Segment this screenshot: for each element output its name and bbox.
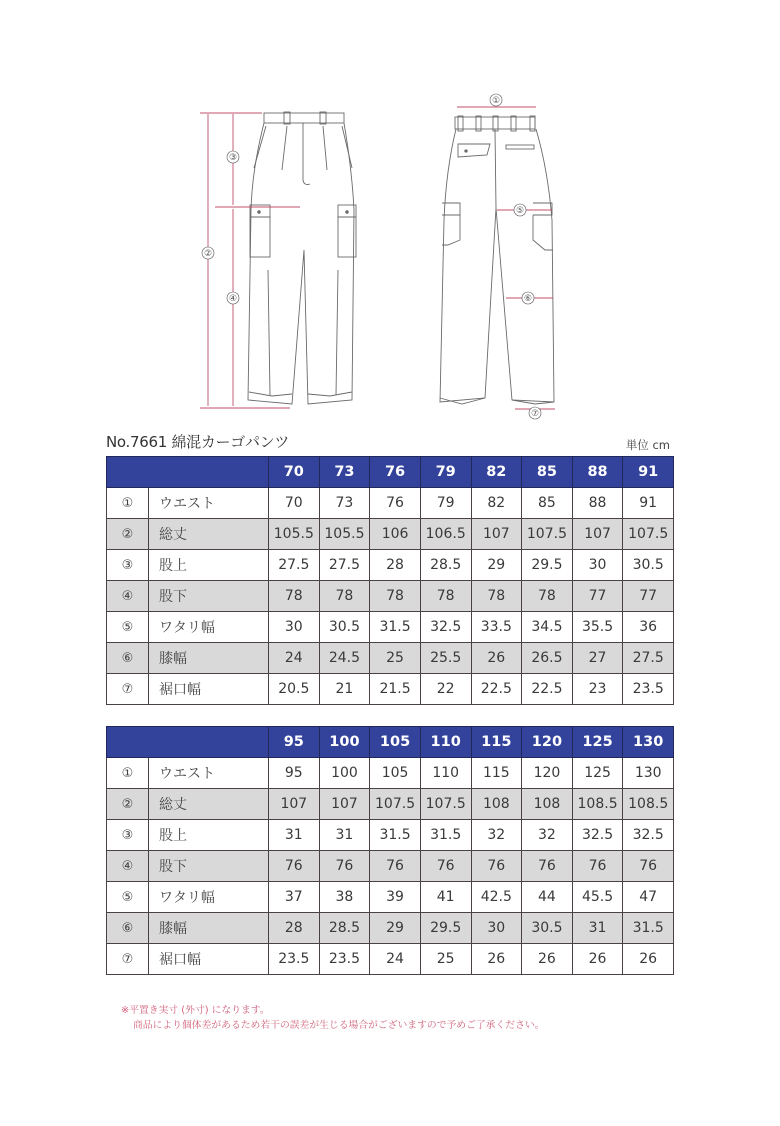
row-label: ウエスト xyxy=(149,488,269,519)
table-cell: 23.5 xyxy=(319,944,370,975)
row-number: ② xyxy=(107,519,149,550)
table-cell: 31.5 xyxy=(623,913,674,944)
header-blank xyxy=(107,457,269,488)
table-cell: 27.5 xyxy=(269,550,320,581)
row-number: ③ xyxy=(107,820,149,851)
table-cell: 76 xyxy=(370,851,421,882)
measure-label-6: ⑥ xyxy=(523,294,533,304)
table-cell: 35.5 xyxy=(572,612,623,643)
product-title: No.7661 綿混カーゴパンツ xyxy=(106,433,290,451)
table-cell: 24 xyxy=(269,643,320,674)
table-cell: 31 xyxy=(319,820,370,851)
table-cell: 24.5 xyxy=(319,643,370,674)
table-cell: 30 xyxy=(471,913,522,944)
table-cell: 107.5 xyxy=(522,519,573,550)
table-row xyxy=(107,674,674,705)
table-cell: 29 xyxy=(370,913,421,944)
row-label: 股上 xyxy=(149,820,269,851)
row-label: ウエスト xyxy=(149,758,269,789)
size-col: 105 xyxy=(370,727,421,758)
table-row xyxy=(107,519,674,550)
table-cell: 30 xyxy=(269,612,320,643)
table-cell: 32 xyxy=(522,820,573,851)
measure-label-7: ⑦ xyxy=(530,409,540,419)
table-cell: 26 xyxy=(471,643,522,674)
table-cell: 41 xyxy=(420,882,471,913)
table-cell: 27.5 xyxy=(319,550,370,581)
table-cell: 70 xyxy=(269,488,320,519)
row-label: 総丈 xyxy=(149,789,269,820)
size-col: 110 xyxy=(420,727,471,758)
table-cell: 105 xyxy=(370,758,421,789)
table-cell: 105.5 xyxy=(319,519,370,550)
row-label: 股下 xyxy=(149,851,269,882)
table-cell: 115 xyxy=(471,758,522,789)
row-number: ② xyxy=(107,789,149,820)
footnote-line-1: ※平置き実寸 (外寸) になります。 xyxy=(121,1005,270,1016)
table-cell: 78 xyxy=(370,581,421,612)
row-label: ワタリ幅 xyxy=(149,882,269,913)
table-cell: 26 xyxy=(522,944,573,975)
measure-label-5: ⑤ xyxy=(515,206,525,216)
table-cell: 107 xyxy=(269,789,320,820)
table-cell: 26 xyxy=(471,944,522,975)
table-cell: 76 xyxy=(269,851,320,882)
table2-body xyxy=(107,758,674,975)
table-cell: 28.5 xyxy=(319,913,370,944)
table-cell: 76 xyxy=(522,851,573,882)
row-number: ⑥ xyxy=(107,913,149,944)
table-cell: 36 xyxy=(623,612,674,643)
table-cell: 107 xyxy=(319,789,370,820)
size-col: 125 xyxy=(572,727,623,758)
table-cell: 28.5 xyxy=(420,550,471,581)
table-cell: 25 xyxy=(420,944,471,975)
table-cell: 26 xyxy=(572,944,623,975)
table-cell: 29.5 xyxy=(420,913,471,944)
table-cell: 23.5 xyxy=(269,944,320,975)
table-cell: 120 xyxy=(522,758,573,789)
size-col: 88 xyxy=(572,457,623,488)
row-label: 総丈 xyxy=(149,519,269,550)
table-row xyxy=(107,550,674,581)
table-cell: 38 xyxy=(319,882,370,913)
table-cell: 25.5 xyxy=(420,643,471,674)
table-cell: 108 xyxy=(471,789,522,820)
unit-label: 単位 cm xyxy=(625,438,670,452)
table-cell: 20.5 xyxy=(269,674,320,705)
size-col: 73 xyxy=(319,457,370,488)
size-col: 95 xyxy=(269,727,320,758)
size-header-row xyxy=(107,457,674,488)
table-cell: 31.5 xyxy=(370,820,421,851)
table-row xyxy=(107,488,674,519)
row-label: 裾口幅 xyxy=(149,674,269,705)
size-col: 100 xyxy=(319,727,370,758)
row-number: ④ xyxy=(107,851,149,882)
size-col: 82 xyxy=(471,457,522,488)
row-number: ⑥ xyxy=(107,643,149,674)
table-cell: 78 xyxy=(471,581,522,612)
table-cell: 107.5 xyxy=(623,519,674,550)
row-number: ④ xyxy=(107,581,149,612)
table-cell: 26 xyxy=(623,944,674,975)
table-cell: 106.5 xyxy=(420,519,471,550)
table-row xyxy=(107,882,674,913)
table-cell: 45.5 xyxy=(572,882,623,913)
table-row xyxy=(107,643,674,674)
table-cell: 33.5 xyxy=(471,612,522,643)
table-row xyxy=(107,758,674,789)
table-cell: 42.5 xyxy=(471,882,522,913)
table-cell: 76 xyxy=(319,851,370,882)
table-cell: 76 xyxy=(572,851,623,882)
table-cell: 27.5 xyxy=(623,643,674,674)
table-cell: 130 xyxy=(623,758,674,789)
size-col: 130 xyxy=(623,727,674,758)
row-label: 股下 xyxy=(149,581,269,612)
row-label: 裾口幅 xyxy=(149,944,269,975)
table-cell: 107.5 xyxy=(420,789,471,820)
table-cell: 110 xyxy=(420,758,471,789)
row-label: 膝幅 xyxy=(149,913,269,944)
table-cell: 23.5 xyxy=(623,674,674,705)
table-row xyxy=(107,913,674,944)
table-cell: 26.5 xyxy=(522,643,573,674)
table-cell: 30 xyxy=(572,550,623,581)
table-cell: 22 xyxy=(420,674,471,705)
table-cell: 23 xyxy=(572,674,623,705)
table-cell: 32.5 xyxy=(623,820,674,851)
table-cell: 21.5 xyxy=(370,674,421,705)
measure-label-4: ④ xyxy=(228,294,238,304)
size-col: 115 xyxy=(471,727,522,758)
measure-label-3: ③ xyxy=(228,153,238,163)
size-col: 76 xyxy=(370,457,421,488)
table-cell: 78 xyxy=(420,581,471,612)
table-cell: 76 xyxy=(420,851,471,882)
table-cell: 31.5 xyxy=(370,612,421,643)
table-cell: 108.5 xyxy=(572,789,623,820)
table-cell: 78 xyxy=(522,581,573,612)
measure-label-2: ② xyxy=(203,249,213,259)
table-cell: 76 xyxy=(370,488,421,519)
header-blank xyxy=(107,727,269,758)
size-col: 85 xyxy=(522,457,573,488)
size-col: 70 xyxy=(269,457,320,488)
table-cell: 39 xyxy=(370,882,421,913)
table-cell: 32.5 xyxy=(572,820,623,851)
row-number: ⑦ xyxy=(107,944,149,975)
row-number: ⑤ xyxy=(107,612,149,643)
table-cell: 34.5 xyxy=(522,612,573,643)
table-cell: 29.5 xyxy=(522,550,573,581)
table-cell: 37 xyxy=(269,882,320,913)
table-cell: 21 xyxy=(319,674,370,705)
table-cell: 30.5 xyxy=(623,550,674,581)
row-label: 股上 xyxy=(149,550,269,581)
measure-label-1: ① xyxy=(491,96,501,106)
table-cell: 82 xyxy=(471,488,522,519)
back-pants-drawing xyxy=(440,116,554,404)
table-cell: 30.5 xyxy=(522,913,573,944)
table-cell: 79 xyxy=(420,488,471,519)
table-cell: 78 xyxy=(269,581,320,612)
table-row xyxy=(107,612,674,643)
row-number: ③ xyxy=(107,550,149,581)
front-pants-drawing xyxy=(248,112,356,404)
back-measure-lines xyxy=(457,107,555,409)
table-row xyxy=(107,820,674,851)
table-cell: 100 xyxy=(319,758,370,789)
table-cell: 78 xyxy=(319,581,370,612)
table-cell: 31 xyxy=(572,913,623,944)
table-cell: 31 xyxy=(269,820,320,851)
table1-body xyxy=(107,488,674,705)
table-cell: 24 xyxy=(370,944,421,975)
table-cell: 31.5 xyxy=(420,820,471,851)
table-cell: 27 xyxy=(572,643,623,674)
table-cell: 25 xyxy=(370,643,421,674)
pants-diagram xyxy=(0,0,780,430)
table-cell: 107.5 xyxy=(370,789,421,820)
table-cell: 28 xyxy=(370,550,421,581)
table-cell: 76 xyxy=(471,851,522,882)
table-cell: 106 xyxy=(370,519,421,550)
table-cell: 95 xyxy=(269,758,320,789)
table-cell: 77 xyxy=(572,581,623,612)
table-row xyxy=(107,789,674,820)
size-col: 79 xyxy=(420,457,471,488)
table-cell: 32.5 xyxy=(420,612,471,643)
row-label: 膝幅 xyxy=(149,643,269,674)
footnote xyxy=(121,1003,544,1033)
size-col: 91 xyxy=(623,457,674,488)
size-col: 120 xyxy=(522,727,573,758)
row-label: ワタリ幅 xyxy=(149,612,269,643)
row-number: ⑤ xyxy=(107,882,149,913)
table-cell: 108 xyxy=(522,789,573,820)
table-cell: 107 xyxy=(471,519,522,550)
table-cell: 105.5 xyxy=(269,519,320,550)
row-number: ① xyxy=(107,758,149,789)
table-row xyxy=(107,944,674,975)
table-cell: 91 xyxy=(623,488,674,519)
table-cell: 47 xyxy=(623,882,674,913)
table-cell: 44 xyxy=(522,882,573,913)
size-header-row xyxy=(107,727,674,758)
table-cell: 107 xyxy=(572,519,623,550)
table-row xyxy=(107,581,674,612)
table-cell: 28 xyxy=(269,913,320,944)
table-cell: 22.5 xyxy=(471,674,522,705)
table-cell: 22.5 xyxy=(522,674,573,705)
table-cell: 73 xyxy=(319,488,370,519)
row-number: ⑦ xyxy=(107,674,149,705)
table-cell: 32 xyxy=(471,820,522,851)
table-cell: 88 xyxy=(572,488,623,519)
table-cell: 108.5 xyxy=(623,789,674,820)
table-cell: 125 xyxy=(572,758,623,789)
table-cell: 30.5 xyxy=(319,612,370,643)
table-cell: 76 xyxy=(623,851,674,882)
size-table-1 xyxy=(106,456,674,705)
table-row xyxy=(107,851,674,882)
table-cell: 29 xyxy=(471,550,522,581)
footnote-line-2: 商品により個体差があるため若干の誤差が生じる場合がございますので予めご了承ください。 xyxy=(133,1020,545,1031)
table-cell: 85 xyxy=(522,488,573,519)
size-table-2 xyxy=(106,726,674,975)
table-cell: 77 xyxy=(623,581,674,612)
row-number: ① xyxy=(107,488,149,519)
